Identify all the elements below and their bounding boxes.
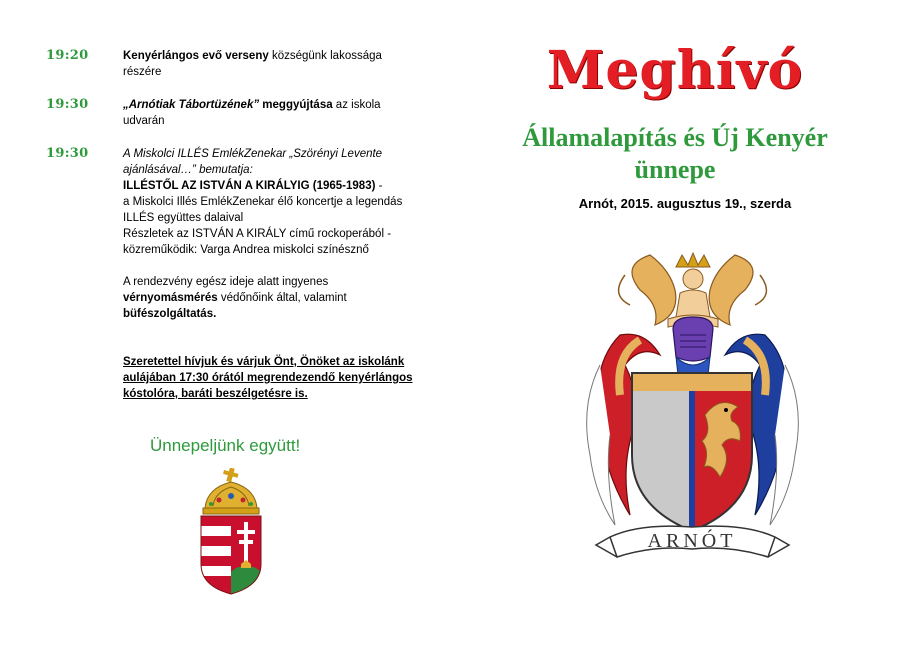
schedule-text-2 [123,97,423,129]
schedule-time-1: 19:20 [46,48,89,63]
bold-run: büfészolgáltatás. [123,308,217,320]
bold-italic-run: „Arnótiak Tábortüzének” [123,99,260,111]
text-run: az iskola [332,99,381,111]
health-notice [123,274,423,322]
schedule-text-1 [123,48,423,80]
text-line [123,113,423,129]
schedule-time-2: 19:30 [46,97,89,112]
text-line [123,194,423,210]
text-line [123,64,423,80]
text-line [123,274,423,290]
text-line [123,162,423,178]
text-run: A rendezvény egész ideje alatt ingyenes [123,276,329,288]
bold-run: vérnyomásmérés [123,292,218,304]
text-line [123,306,423,322]
text-line [123,146,423,162]
text-run: ILLÉS együttes dalaival [123,212,244,224]
text-run: részére [123,66,162,78]
place-date: Arnót, 2015. augusztus 19., szerda [578,196,792,211]
text-run: udvarán [123,115,165,127]
text-line [123,178,423,194]
invitation-line: kóstolóra, baráti beszélgetésre is. [123,388,308,400]
text-line [123,226,423,242]
text-line [123,97,423,113]
text-run: közreműködik: Varga Andrea miskolci színésznő [123,244,369,256]
text-run: - [375,180,383,192]
hungarian-coat-of-arms-icon [195,468,267,596]
arnot-coat-of-arms-icon [580,245,805,575]
invitation-line: Szeretettel hívjuk és várjuk Önt, Önöket az iskolánk [123,356,405,368]
text-run: Részletek az ISTVÁN A KIRÁLY című rockoperából - [123,228,392,240]
bold-run: ILLÉSTŐL AZ ISTVÁN A KIRÁLYIG (1965-1983) [123,180,376,192]
italic-run: A Miskolci ILLÉS EmlékZenekar „Szörényi Levente [123,148,383,160]
text-run: a Miskolci Illés EmlékZenekar élő koncertje a legendás [123,196,403,208]
text-line [123,48,423,64]
subtitle-line-1: Államalapítás és Új Kenyér [522,123,828,152]
page-title: Meghívó [546,40,804,101]
text-run: községünk lakossága [268,50,382,62]
bold-run: meggyújtása [259,99,333,111]
subtitle-line-2: ünnepe [634,155,716,184]
italic-run: ajánlásával…” bemutatja: [123,164,253,176]
invitation-text [123,354,433,402]
bold-run: Kenyérlángos evő verseny [123,50,269,62]
coat-banner-text: ARNÓT [647,530,737,552]
schedule-time-3: 19:30 [46,146,89,161]
text-run: védőnőink által, valamint [217,292,347,304]
text-line [123,242,423,258]
invitation-line: aulájában 17:30 órától megrendezendő kenyérlángos [123,372,413,384]
slogan: Ünnepeljünk együtt! [150,436,301,455]
event-subtitle [490,122,860,186]
schedule-text-3 [123,146,423,258]
text-line [123,290,423,306]
text-line [123,210,423,226]
